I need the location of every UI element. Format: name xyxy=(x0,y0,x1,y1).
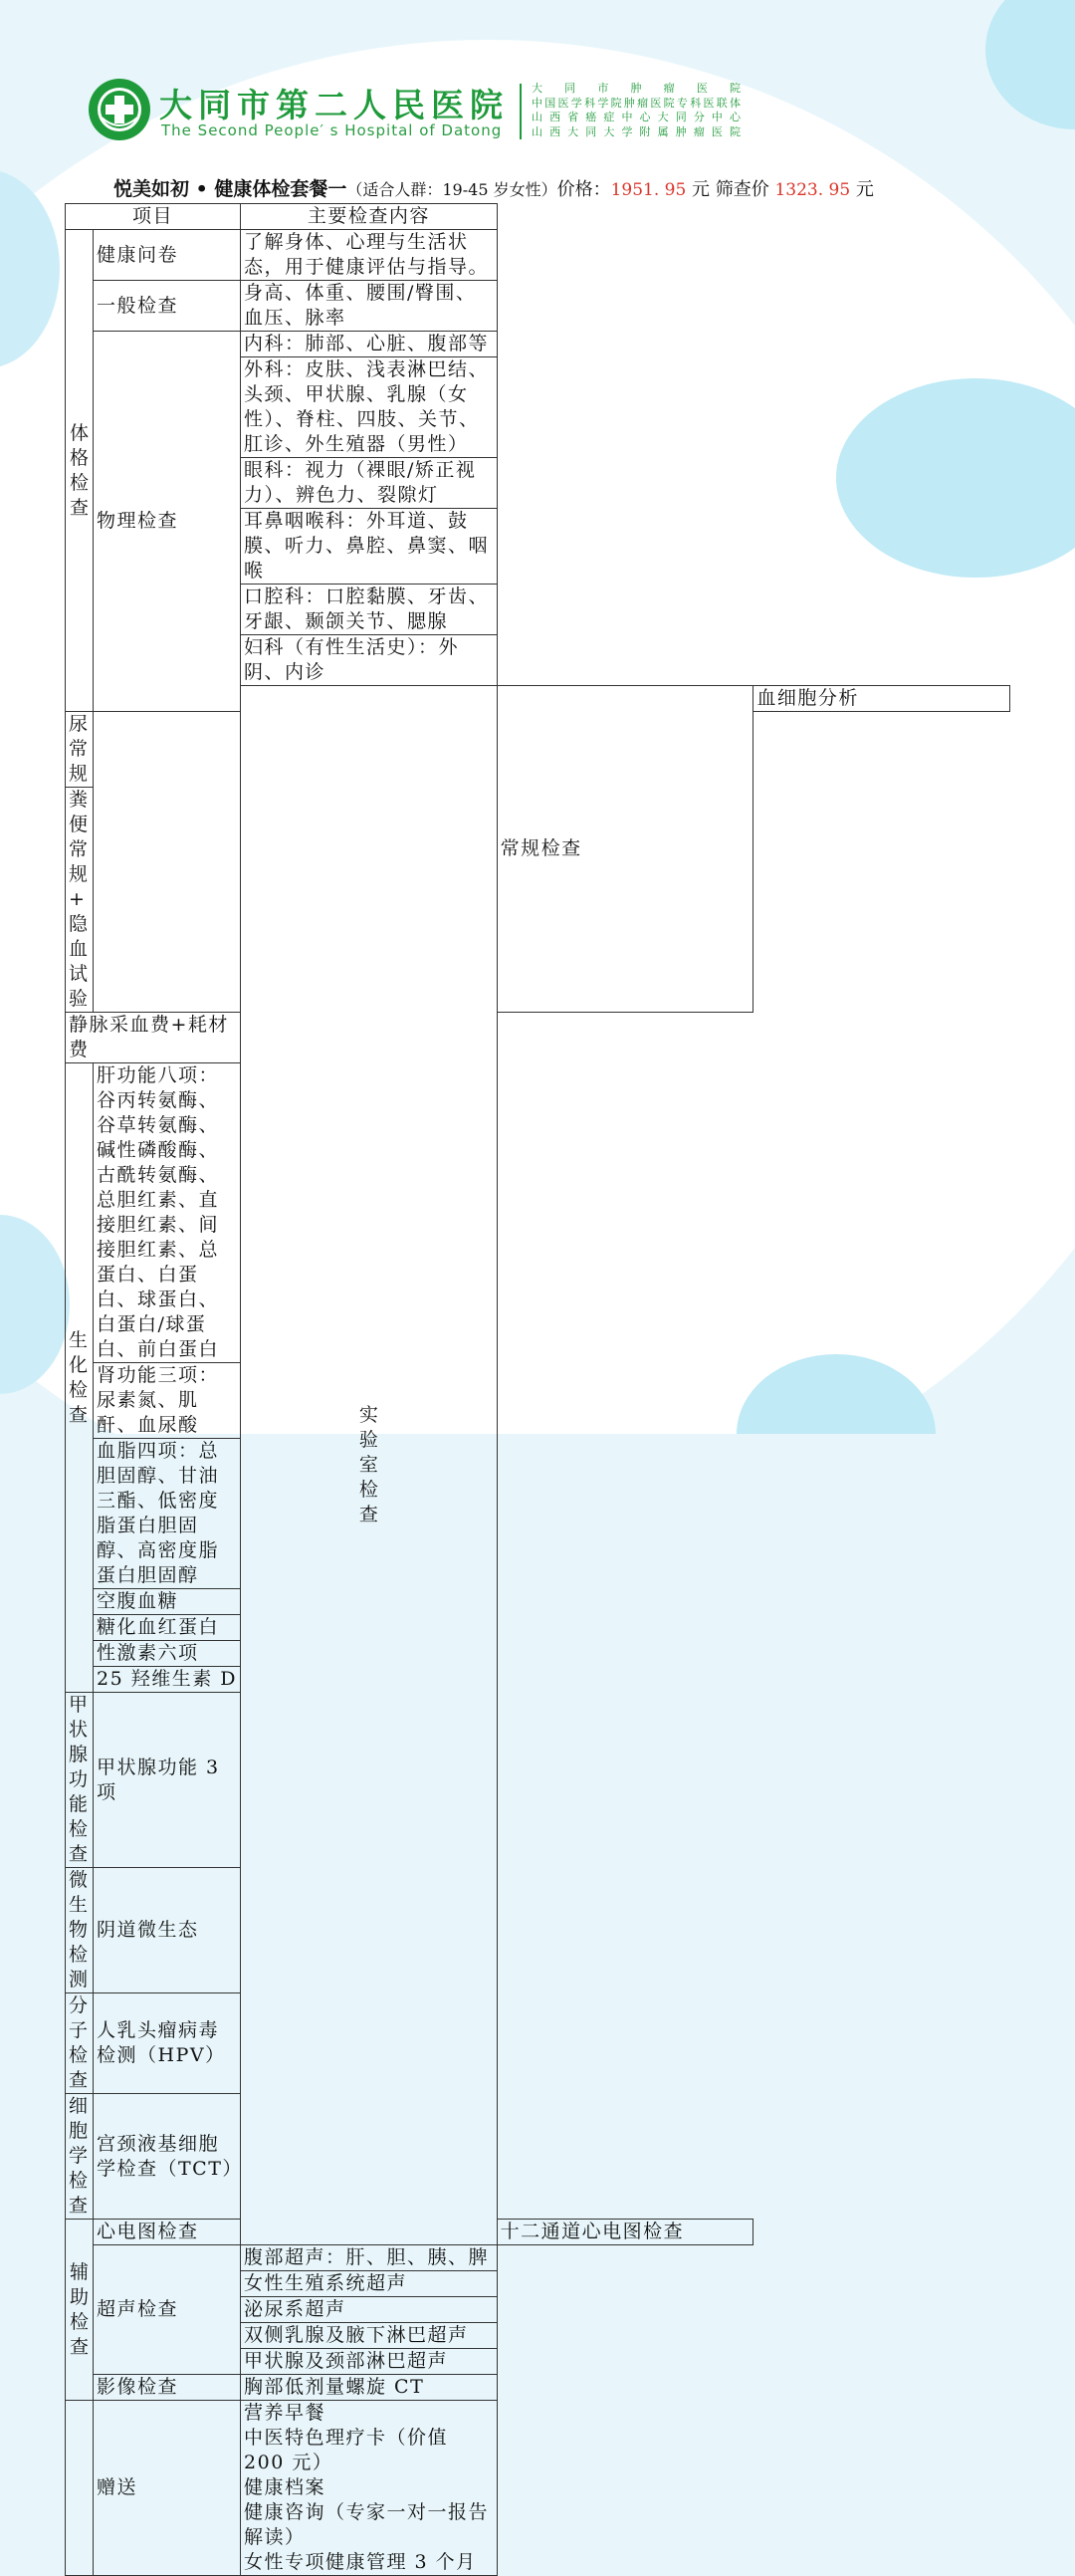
content-cell: 人乳头瘤病毒检测（HPV） xyxy=(94,1993,241,2094)
content-cell: 口腔科：口腔黏膜、牙齿、牙龈、颞颌关节、腮腺 xyxy=(241,585,498,635)
content-cell: 25 羟维生素 D xyxy=(94,1667,241,1693)
item-cell: 物理检查 xyxy=(94,332,241,712)
item-cell: 生化检查 xyxy=(66,1063,94,1693)
item-cell: 甲状腺功能检查 xyxy=(66,1693,94,1868)
price-unit: 元 xyxy=(686,179,716,200)
category-gift xyxy=(66,2401,94,2576)
category-lab: 实 验 室 检 查 xyxy=(241,686,498,2245)
table-row xyxy=(66,332,1010,357)
package-title xyxy=(113,174,874,201)
screen-price-unit: 元 xyxy=(850,179,874,200)
content-cell: 泌尿系超声 xyxy=(241,2297,498,2323)
gift-item: 中医特色理疗卡（价值 200 元） xyxy=(244,2427,449,2473)
gift-item: 健康档案 xyxy=(244,2476,326,2498)
gift-item: 健康咨询（专家一对一报告解读） xyxy=(244,2501,490,2548)
affiliation-line: 大同市肿瘤医院 xyxy=(532,82,741,95)
hospital-name: 大同市第二人民医院 xyxy=(159,86,509,124)
price-value: 1951. 95 xyxy=(610,180,687,200)
content-cell: 耳鼻咽喉科：外耳道、鼓膜、听力、鼻腔、鼻窦、咽喉 xyxy=(241,509,498,585)
item-cell: 静脉采血费+耗材费 xyxy=(66,1013,241,1063)
content-cell: 眼科：视力（裸眼/矫正视力）、辨色力、裂隙灯 xyxy=(241,458,498,509)
item-cell: 赠送 xyxy=(94,2401,241,2576)
table-row xyxy=(66,1993,1010,2094)
affiliation-line: 山西大同大学附属肿瘤医院 xyxy=(532,124,741,138)
table-row xyxy=(66,1013,1010,1063)
affiliation-line: 山西省癌症中心大同分中心 xyxy=(532,111,741,123)
content-cell: 粪便常规 + 隐血试验 xyxy=(66,788,94,1013)
category-physical: 体 格 检 查 xyxy=(66,230,94,712)
table-row xyxy=(66,281,1010,332)
item-cell: 常规检查 xyxy=(497,686,753,1013)
table-row xyxy=(66,1693,1010,1868)
content-cell: 妇科（有性生活史）：外阴、内诊 xyxy=(241,635,498,686)
hospital-name-english: The Second People′ s Hospital of Datong xyxy=(161,121,503,139)
table-row xyxy=(66,2401,1010,2576)
affiliations xyxy=(532,82,741,139)
gift-item: 女性专项健康管理 3 个月 xyxy=(244,2551,477,2573)
target-audience: （适合人群：19-45 岁女性） xyxy=(346,180,557,199)
content-cell: 糖化血红蛋白 xyxy=(94,1615,241,1641)
content-cell: 甲状腺及颈部淋巴超声 xyxy=(241,2349,498,2375)
item-cell: 超声检查 xyxy=(94,2245,241,2375)
content-cell: 性激素六项 xyxy=(94,1641,241,1667)
affiliation-line: 中国医学科学院肿瘤医院专科医联体 xyxy=(532,96,741,110)
table-row xyxy=(66,2245,1010,2271)
item-cell: 微生物检测 xyxy=(66,1868,94,1993)
col-header-content: 主要检查内容 xyxy=(241,204,498,230)
content-cell: 宫颈液基细胞学检查（TCT） xyxy=(94,2094,241,2220)
table-row xyxy=(66,1615,1010,1641)
table-row xyxy=(66,1439,1010,1589)
package-name: 悦美如初 • 健康体检套餐一 xyxy=(113,178,347,200)
content-cell: 尿常规 xyxy=(66,712,94,788)
item-cell: 一般检查 xyxy=(94,281,241,332)
content-cell: 肝功能八项：谷丙转氨酶、谷草转氨酶、碱性磷酸酶、古酰转氨酶、总胆红素、直接胆红素、间接胆红素、总蛋白、白蛋白、球蛋白、白蛋白/球蛋白、前白蛋白 xyxy=(94,1063,241,1363)
item-cell: 健康问卷 xyxy=(94,230,241,281)
item-cell: 细胞学检查 xyxy=(66,2094,94,2220)
content-cell: 外科：皮肤、浅表淋巴结、头颈、甲状腺、乳腺（女性）、脊柱、四肢、关节、肛诊、外生殖器（男性） xyxy=(241,357,498,458)
content-cell: 血脂四项：总胆固醇、甘油三酯、低密度脂蛋白胆固醇、高密度脂蛋白胆固醇 xyxy=(94,1439,241,1589)
category-aux: 辅 助 检 查 xyxy=(66,2220,94,2401)
table-row xyxy=(66,1363,1010,1439)
header-divider xyxy=(520,84,522,139)
content-cell: 胸部低剂量螺旋 CT xyxy=(241,2375,498,2401)
table-row xyxy=(66,2375,1010,2401)
checkup-package-table xyxy=(65,203,1010,2576)
content-cell: 肾功能三项：尿素氮、肌酐、血尿酸 xyxy=(94,1363,241,1439)
content-cell: 双侧乳腺及腋下淋巴超声 xyxy=(241,2323,498,2349)
content-cell: 女性生殖系统超声 xyxy=(241,2271,498,2297)
table-header-row xyxy=(66,204,1010,230)
item-cell: 心电图检查 xyxy=(94,2220,241,2245)
table-row xyxy=(66,1667,1010,1693)
item-cell: 分子检查 xyxy=(66,1993,94,2094)
screen-price-value: 1323. 95 xyxy=(774,180,851,200)
content-cell: 内科：肺部、心脏、腹部等 xyxy=(241,332,498,357)
table-row xyxy=(66,1641,1010,1667)
content-cell: 阴道微生态 xyxy=(94,1868,241,1993)
item-cell: 影像检查 xyxy=(94,2375,241,2401)
content-cell: 身高、体重、腰围/臀围、血压、脉率 xyxy=(241,281,498,332)
table-row xyxy=(66,230,1010,281)
content-cell: 血细胞分析 xyxy=(753,686,1010,712)
price-label: 价格： xyxy=(556,179,611,200)
gift-item: 营养早餐 xyxy=(244,2402,326,2424)
screen-price-label: 筛查价 xyxy=(715,179,775,200)
table-row xyxy=(66,1589,1010,1615)
table-row xyxy=(66,1063,1010,1363)
content-cell: 了解身体、心理与生活状态，用于健康评估与指导。 xyxy=(241,230,498,281)
hospital-cross-logo-icon xyxy=(88,78,151,141)
content-cell: 十二通道心电图检查 xyxy=(497,2220,753,2245)
content-cell xyxy=(241,2401,498,2576)
table-row xyxy=(66,2094,1010,2220)
hospital-header xyxy=(88,78,745,143)
content-cell: 空腹血糖 xyxy=(94,1589,241,1615)
content-cell: 甲状腺功能 3 项 xyxy=(94,1693,241,1868)
table-row xyxy=(66,1868,1010,1993)
table-row xyxy=(66,2220,1010,2245)
content-cell: 腹部超声：肝、胆、胰、脾 xyxy=(241,2245,498,2271)
col-header-item: 项目 xyxy=(66,204,241,230)
